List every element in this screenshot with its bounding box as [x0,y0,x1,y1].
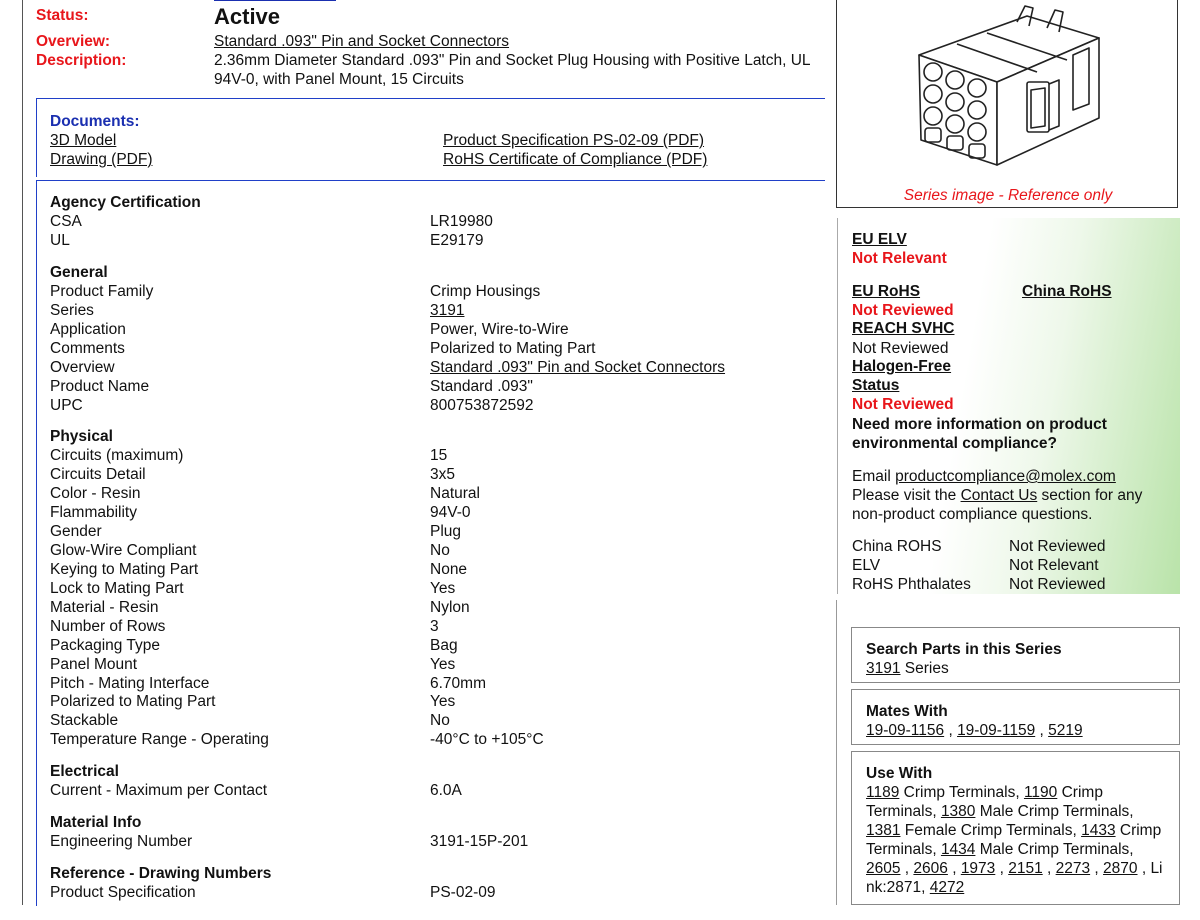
use-with-link[interactable]: 1973 [960,860,996,877]
use-with-link[interactable]: 1434 [940,841,976,858]
series-image-caption: Series image - Reference only [903,187,1113,204]
overview-label: Overview: [36,33,111,50]
use-with-link[interactable]: 2870 [1103,860,1138,877]
spec-label: Color - Resin [50,485,141,502]
use-with-link[interactable]: 1381 [866,822,901,839]
spec-value: Plug [430,523,462,540]
spec-label: Polarized to Mating Part [50,693,216,710]
spec-label: CSA [50,213,82,230]
series-link[interactable]: 3191 [430,302,465,319]
use-with-link[interactable]: 1433 [1081,822,1116,839]
use-with-link[interactable]: 2605 [866,860,901,877]
spec-label: Product Family [50,283,154,300]
halogen-free-link[interactable]: Halogen-Free [852,358,952,375]
search-parts-series [866,660,949,678]
use-with-line [866,879,964,897]
section-electrical-title: Electrical [50,763,119,780]
visit-line [852,487,1142,505]
mate-link[interactable]: 19-09-1156 [866,722,945,739]
doc-product-spec-link[interactable]: Product Specification PS-02-09 (PDF) [443,132,705,149]
spec-label: Number of Rows [50,618,166,635]
spec-value: PS-02-09 [430,884,496,901]
series-image-box [836,0,1178,208]
series-3191-link[interactable]: 3191 [866,660,901,677]
use-with-title: Use With [866,765,933,782]
spec-label: Product Specification [50,884,196,901]
spec-value: 3x5 [430,466,455,483]
spec-value: Polarized to Mating Part [430,340,596,357]
section-physical-title: Physical [50,428,113,445]
documents-title: Documents: [50,113,140,130]
more-info-line-1: Need more information on product [852,416,1107,433]
spec-value: Crimp Housings [430,283,541,300]
spec-value: 3 [430,618,439,635]
use-with-link[interactable]: 1189 [866,784,900,801]
use-with-text: Crimp Terminals, [899,784,1024,801]
description-line-1: 2.36mm Diameter Standard .093" Pin and Socket Plug Housing with Positive Latch, UL [214,52,811,69]
use-with-link[interactable]: 2606 [913,860,948,877]
spec-label: Pitch - Mating Interface [50,675,210,692]
spec-label: Comments [50,340,125,357]
spec-label: Packaging Type [50,637,161,654]
use-with-text: Male Crimp Terminals, [975,841,1134,858]
spec-value: Natural [430,485,480,502]
spec-label: Overview [50,359,115,376]
overview-spec-link[interactable]: Standard .093" Pin and Socket Connectors [430,359,726,376]
use-with-line [866,841,1134,859]
doc-rohs-cert-link[interactable]: RoHS Certificate of Compliance (PDF) [443,151,708,168]
compliance-table-label: China ROHS [852,538,942,555]
compliance-table-value: Not Relevant [1009,557,1099,574]
use-with-link[interactable]: 4272 [929,879,965,896]
spec-label: Glow-Wire Compliant [50,542,197,559]
use-with-link[interactable]: 2151 [1008,860,1043,877]
spec-value: Yes [430,580,456,597]
spec-label: Lock to Mating Part [50,580,184,597]
spec-value: 6.70mm [430,675,486,692]
use-with-line [866,803,1134,821]
section-material-title: Material Info [50,814,142,831]
spec-value: E29179 [430,232,484,249]
reach-svhc-link[interactable]: REACH SVHC [852,320,955,337]
visit-prefix: Please visit the [852,487,961,504]
email-prefix: Email [852,468,896,485]
eu-elv-value: Not Relevant [852,250,947,267]
section-general-title: General [50,264,108,281]
more-info-line-2: environmental compliance? [852,435,1057,452]
spec-value: 15 [430,447,448,464]
compliance-panel-border [837,218,838,594]
mate-link[interactable]: 19-09-1159 [957,722,1036,739]
spec-value: -40°C to +105°C [430,731,544,748]
visit-line-2: non-product compliance questions. [852,506,1093,523]
eu-elv-link[interactable]: EU ELV [852,231,907,248]
spec-value: Power, Wire-to-Wire [430,321,569,338]
left-border [22,0,23,905]
compliance-email-link[interactable]: productcompliance@molex.com [895,468,1116,485]
search-parts-title: Search Parts in this Series [866,641,1062,658]
spec-value: Yes [430,693,456,710]
spec-value: 3191-15P-201 [430,833,529,850]
spec-value: No [430,712,450,729]
spec-value: Bag [430,637,458,654]
spec-label: Material - Resin [50,599,159,616]
use-with-text: Terminals, [866,803,941,820]
email-line [852,468,1116,486]
spec-label: Stackable [50,712,119,729]
doc-drawing-link[interactable]: Drawing (PDF) [50,151,153,168]
use-with-link[interactable]: 1380 [940,803,976,820]
top-accent-line [214,0,336,1]
section-reference-title: Reference - Drawing Numbers [50,865,272,882]
use-with-link[interactable]: 1190 [1023,784,1058,801]
use-with-text: Female Crimp Terminals, [900,822,1082,839]
use-with-line [866,822,1161,840]
series-suffix: Series [900,660,949,677]
use-with-text: Terminals, [866,841,941,858]
reach-svhc-value: Not Reviewed [852,340,949,357]
doc-3d-model-link[interactable]: 3D Model [50,132,117,149]
spec-label: Flammability [50,504,137,521]
spec-label: Engineering Number [50,833,193,850]
contact-us-link[interactable]: Contact Us [960,487,1038,504]
right-column-divider [836,600,837,905]
use-with-text: Crimp [1115,822,1162,839]
china-rohs-link[interactable]: China RoHS [1022,283,1112,300]
section-agency-title: Agency Certification [50,194,201,211]
use-with-text: Crimp [1057,784,1103,801]
description-line-2: 94V-0, with Panel Mount, 15 Circuits [214,71,464,88]
use-with-link[interactable]: 2273 [1055,860,1091,877]
spec-label: Temperature Range - Operating [50,731,269,748]
spec-label: Application [50,321,126,338]
compliance-table-value: Not Reviewed [1009,576,1106,593]
use-with-text: Li [1150,860,1163,877]
spec-label: Keying to Mating Part [50,561,199,578]
spec-label: Product Name [50,378,150,395]
spec-value: None [430,561,468,578]
spec-value: Yes [430,656,456,673]
status-value: Active [214,4,281,29]
status-label: Status: [36,7,89,24]
visit-suffix: section for any [1037,487,1143,504]
description-label: Description: [36,52,127,69]
overview-link[interactable]: Standard .093" Pin and Socket Connectors [214,33,510,50]
halogen-status-link[interactable]: Status [852,377,900,394]
spec-label: Series [50,302,94,319]
spec-value: Standard .093" [430,378,533,395]
compliance-table-label: ELV [852,557,881,574]
compliance-table-value: Not Reviewed [1009,538,1106,555]
spec-label: UL [50,232,70,249]
connector-housing-image [837,0,1177,180]
mate-link[interactable]: 5219 [1048,722,1083,739]
mates-with-title: Mates With [866,703,948,720]
spec-value: 6.0A [430,782,462,799]
spec-label: Current - Maximum per Contact [50,782,268,799]
use-with-text: nk:2871, [866,879,930,896]
use-with-line [866,784,1103,802]
spec-label: UPC [50,397,83,414]
spec-label: Panel Mount [50,656,138,673]
halogen-value: Not Reviewed [852,396,954,413]
eu-rohs-value: Not Reviewed [852,302,954,319]
spec-value: Nylon [430,599,470,616]
compliance-table-label: RoHS Phthalates [852,576,971,593]
eu-rohs-link[interactable]: EU RoHS [852,283,921,300]
use-with-line: 2605 , 2606 , 1973 , 2151 , 2273 , 2870 , Li [866,860,1163,877]
mates-with-links: 19-09-1156 , 19-09-1159 , 5219 [866,722,1083,739]
spec-label: Gender [50,523,102,540]
spec-value: No [430,542,450,559]
spec-value: 94V-0 [430,504,471,521]
spec-label: Circuits (maximum) [50,447,184,464]
spec-label: Circuits Detail [50,466,146,483]
spec-value: 800753872592 [430,397,534,414]
spec-value: LR19980 [430,213,493,230]
use-with-text: Male Crimp Terminals, [975,803,1134,820]
